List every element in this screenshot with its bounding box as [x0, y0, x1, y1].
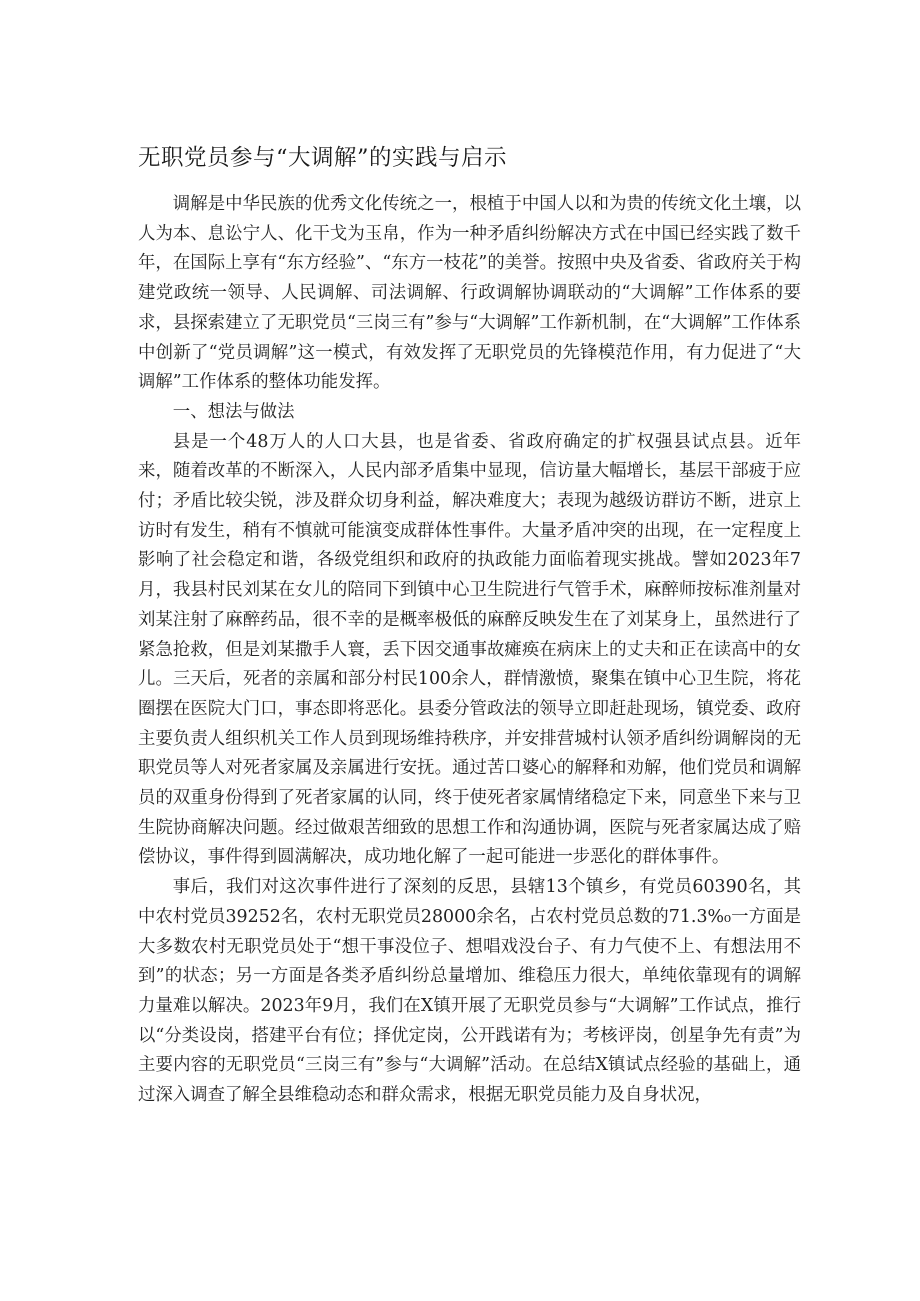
document-title: 无职党员参与“大调解”的实践与启示: [138, 145, 508, 171]
paragraph-intro: 调解是中华民族的优秀文化传统之一，根植于中国人以和为贵的传统文化土壤，以人为本、息讼宁人、化干戈为玉帛，作为一种矛盾纠纷解决方式在中国已经实践了数千年，在国际上享有“东方经验”、“东方一枝花”的美誉。按照中央及省委、省政府关于构建党政统一领导、人民调解、司法调解、行政调解协调联动的“大调解”工作体系的要求，县探索建立了无职党员“三岗三有”参与“大调解”工作新机制，在“大调解”工作体系中创新了“党员调解”这一模式，有效发挥了无职党员的先锋模范作用，有力促进了“大调解”工作体系的整体功能发挥。: [138, 194, 801, 393]
paragraph-reflection: 事后，我们对这次事件进行了深刻的反思，县辖13个镇乡，有党员60390名，其中农村党员39252名，农村无职党员28000余名，占农村党员总数的71.3%₀一方面是大多数农村无职党员处于“想干事没位子、想唱戏没台子、有力气使不上、有想法用不到”的状态；另一方面是各类矛盾纠纷总量增加、维稳压力很大，单纯依靠现有的调解力量难以解决。2023年9月，我们在X镇开展了无职党员参与“大调解”工作试点，推行以“分类设岗，搭建平台有位；择优定岗，公开践诺有为；考核评岗，创星争先有责”为主要内容的无职党员“三岗三有”参与“大调解”活动。在总结X镇试点经验的基础上，通过深入调查了解全县维稳动态和群众需求，根据无职党员能力及自身状况，: [138, 877, 801, 1106]
section-heading: 一、想法与做法: [172, 401, 295, 422]
paragraph-background: 县是一个48万人的人口大县，也是省委、省政府确定的扩权强县试点县。近年来，随着改革的不断深入，人民内部矛盾集中显现，信访量大幅增长，基层干部疲于应付；矛盾比较尖锐，涉及群众切身利益，解决难度大；表现为越级访群访不断，进京上访时有发生，稍有不慎就可能演变成群体性事件。大量矛盾冲突的出现，在一定程度上影响了社会稳定和谐，各级党组织和政府的执政能力面临着现实挑战。譬如2023年7月，我县村民刘某在女儿的陪同下到镇中心卫生院进行气管手术，麻醉师按标准剂量对刘某注射了麻醉药品，很不幸的是概率极低的麻醉反映发生在了刘某身上，虽然进行了紧急抢救，但是刘某撒手人寰，丢下因交通事故瘫痪在病床上的丈夫和正在读高中的女儿。三天后，死者的亲属和部分村民100余人，群情激愤，聚集在镇中心卫生院，将花圈摆在医院大门口，事态即将恶化。县委分管政法的领导立即赶赴现场，镇党委、政府主要负责人组织机关工作人员到现场维持秩序，并安排营城村认领矛盾纠纷调解岗的无职党员等人对死者家属及亲属进行安抚。通过苦口婆心的解释和劝解，他们党员和调解员的双重身份得到了死者家属的认同，终于使死者家属情绪稳定下来，同意坐下来与卫生院协商解决问题。经过做艰苦细致的思想工作和沟通协调，医院与死者家属达成了赔偿协议，事件得到圆满解决，成功地化解了一起可能进一步恶化的群体事件。: [138, 431, 801, 868]
document-body: [138, 190, 801, 1111]
